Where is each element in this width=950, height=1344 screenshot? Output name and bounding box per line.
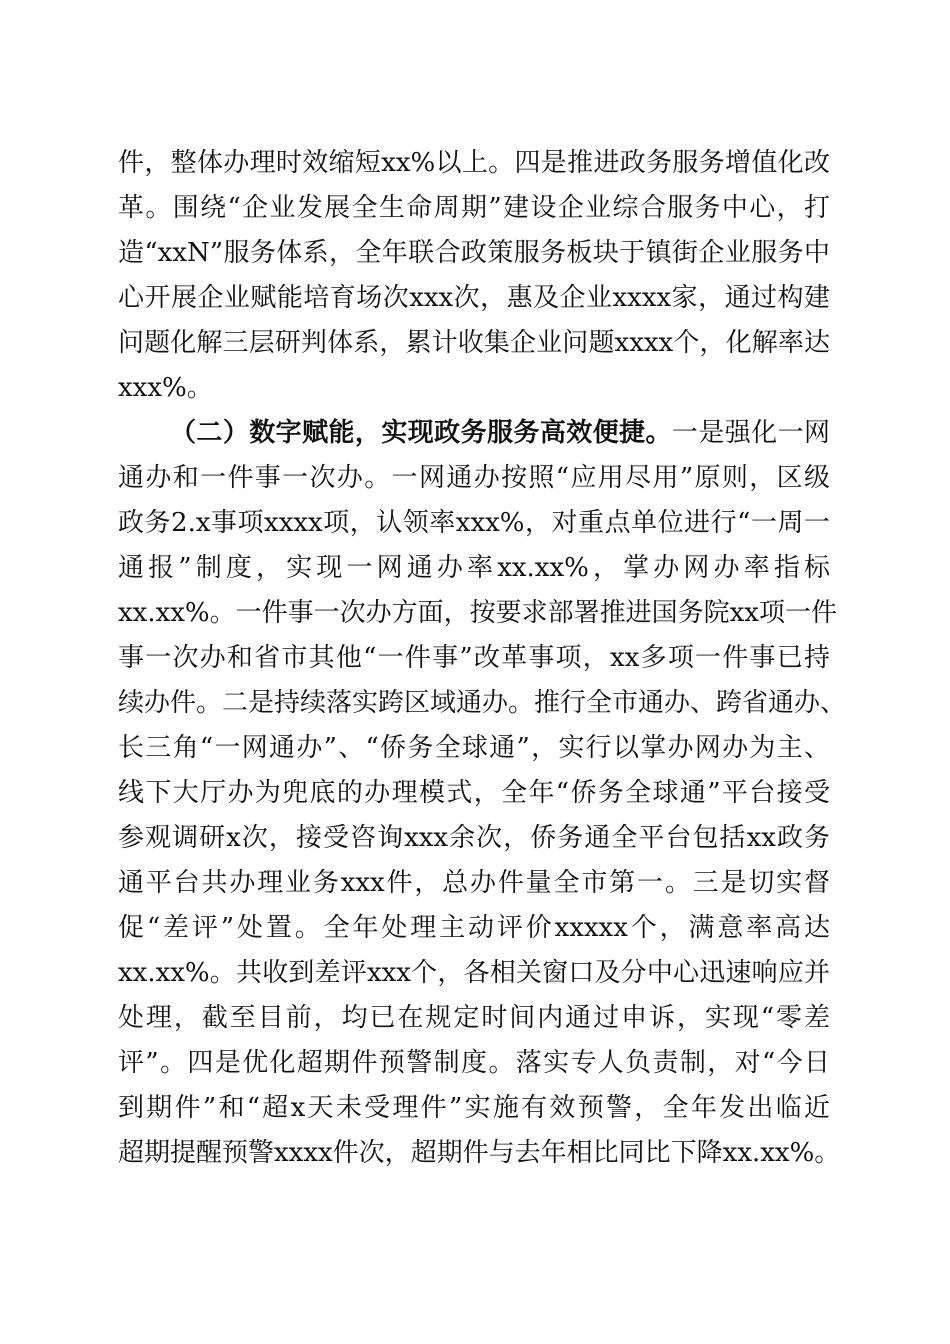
paragraph-line: 参观调研x次，接受咨询xxx余次，侨务通全平台包括xx政务 [118, 823, 830, 853]
paragraph-line: xxx%。 [118, 373, 213, 403]
paragraph-line: xx.xx%。一件事一次办方面，按要求部署推进国务院xx项一件 [118, 598, 837, 628]
paragraph-line: 续办件。二是持续落实跨区域通办。推行全市通办、跨省通办、 [118, 688, 847, 718]
paragraph-text: 一是强化一网 [671, 418, 830, 448]
paragraph-line: xx.xx%。共收到差评xxx个，各相关窗口及分中心迅速响应并 [118, 958, 830, 988]
paragraph-line: 评”。四是优化超期件预警制度。落实专人负责制，对“今日 [118, 1048, 830, 1078]
paragraph-line: 超期提醒预警xxxx件次，超期件与去年相比同比下降xx.xx%。 [118, 1138, 841, 1168]
section-heading: （二）数字赋能，实现政务服务高效便捷。 [170, 418, 672, 448]
paragraph-line: 通平台共办理业务xxx件，总办件量全市第一。三是切实督 [118, 868, 830, 898]
paragraph-line: 事一次办和省市其他“一件事”改革事项，xx多项一件事已持 [118, 643, 830, 673]
section-heading-line [170, 413, 830, 453]
paragraph-line: 处理，截至目前，均已在规定时间内通过申诉，实现“零差 [118, 1003, 830, 1033]
paragraph-line: 促“差评”处置。全年处理主动评价xxxxx个，满意率高达 [118, 913, 830, 943]
paragraph-line: 长三角“一网通办”、“侨务全球通”，实行以掌办网办为主、 [118, 733, 830, 763]
paragraph-line: 政务2.x事项xxxx项，认领率xxx%，对重点单位进行“一周一 [118, 508, 830, 538]
paragraph-line: 问题化解三层研判体系，累计收集企业问题xxxx个，化解率达 [118, 328, 830, 358]
paragraph-line: 线下大厅办为兜底的办理模式，全年“侨务全球通”平台接受 [118, 778, 830, 808]
paragraph-line: 心开展企业赋能培育场次xxx次，惠及企业xxxx家，通过构建 [118, 283, 830, 313]
paragraph-line: 通办和一件事一次办。一网通办按照“应用尽用”原则，区级 [118, 463, 830, 493]
paragraph-line: 通报”制度，实现一网通办率xx.xx%，掌办网办率指标 [118, 553, 830, 583]
paragraph-line: 件，整体办理时效缩短xx%以上。四是推进政务服务增值化改 [118, 148, 830, 178]
paragraph-line: 革。围绕“企业发展全生命周期”建设企业综合服务中心，打 [118, 193, 830, 223]
paragraph-line: 到期件”和“超x天未受理件”实施有效预警，全年发出临近 [118, 1093, 830, 1123]
paragraph-line: 造“xxN”服务体系，全年联合政策服务板块于镇街企业服务中 [118, 238, 830, 268]
